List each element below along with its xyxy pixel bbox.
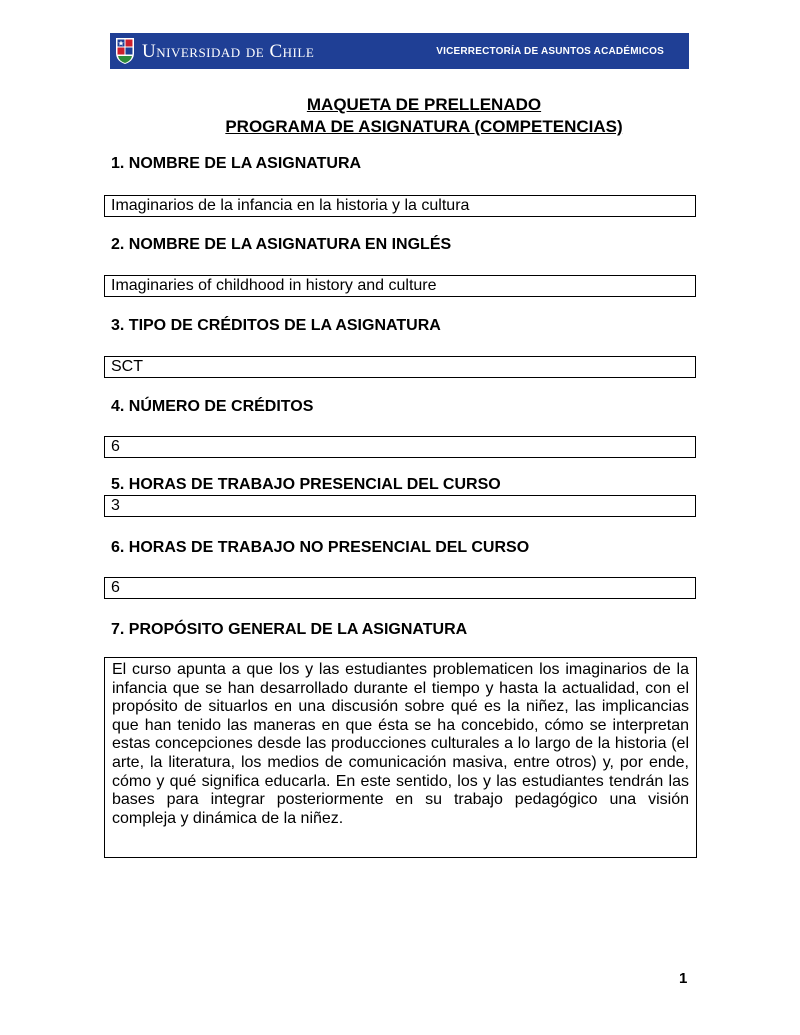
- field-credit-type: SCT: [104, 356, 696, 378]
- university-name: Universidad de Chile: [142, 40, 315, 62]
- university-crest-icon: [115, 37, 135, 65]
- section-heading-credit-number: 4. NÚMERO DE CRÉDITOS: [111, 398, 314, 415]
- field-credit-number: 6: [104, 436, 696, 458]
- section-heading-non-presential-hours: 6. HORAS DE TRABAJO NO PRESENCIAL DEL CURSO: [111, 539, 530, 556]
- field-course-name: Imaginarios de la infancia en la historia y la cultura: [104, 195, 696, 217]
- field-presential-hours: 3: [104, 495, 696, 517]
- document-title-line1: MAQUETA DE PRELLENADO: [306, 95, 542, 114]
- field-general-purpose: [104, 657, 697, 858]
- general-purpose-text: El curso apunta a que los y las estudiantes problematicen los imaginarios de la infancia que se han desarrollado durante el tiempo y hasta la actualidad, con el propósito de situarlos en una discusión sobre qué es la niñez, las implicancias que han tenido las maneras en que ésta se ha concebido, cómo se interpretan estas concepciones desde las producciones culturales a lo largo de la historia (el arte, la literatura, los medios de comunicación masiva, entre otros) y, por ende, cómo y qué significa educarla. En este sentido, los y las estudiantes tendrán las bases para integrar posteriormente en su trabajo pedagógico una visión compleja y dinámica de la niñez.: [112, 661, 689, 827]
- page-number: 1: [679, 970, 688, 987]
- field-non-presential-hours: 6: [104, 577, 696, 599]
- document-title-line2: PROGRAMA DE ASIGNATURA (COMPETENCIAS): [225, 117, 623, 136]
- section-heading-course-name: 1. NOMBRE DE LA ASIGNATURA: [111, 155, 362, 172]
- section-heading-credit-type: 3. TIPO DE CRÉDITOS DE LA ASIGNATURA: [111, 317, 441, 334]
- header-banner: [110, 33, 689, 69]
- section-heading-course-name-english: 2. NOMBRE DE LA ASIGNATURA EN INGLÉS: [111, 236, 452, 253]
- section-heading-presential-hours: 5. HORAS DE TRABAJO PRESENCIAL DEL CURSO: [111, 476, 501, 493]
- section-heading-general-purpose: 7. PROPÓSITO GENERAL DE LA ASIGNATURA: [111, 621, 468, 638]
- vicerrectoria-label: VICERRECTORÍA DE ASUNTOS ACADÉMICOS: [436, 45, 664, 57]
- field-course-name-english: Imaginaries of childhood in history and culture: [104, 275, 696, 297]
